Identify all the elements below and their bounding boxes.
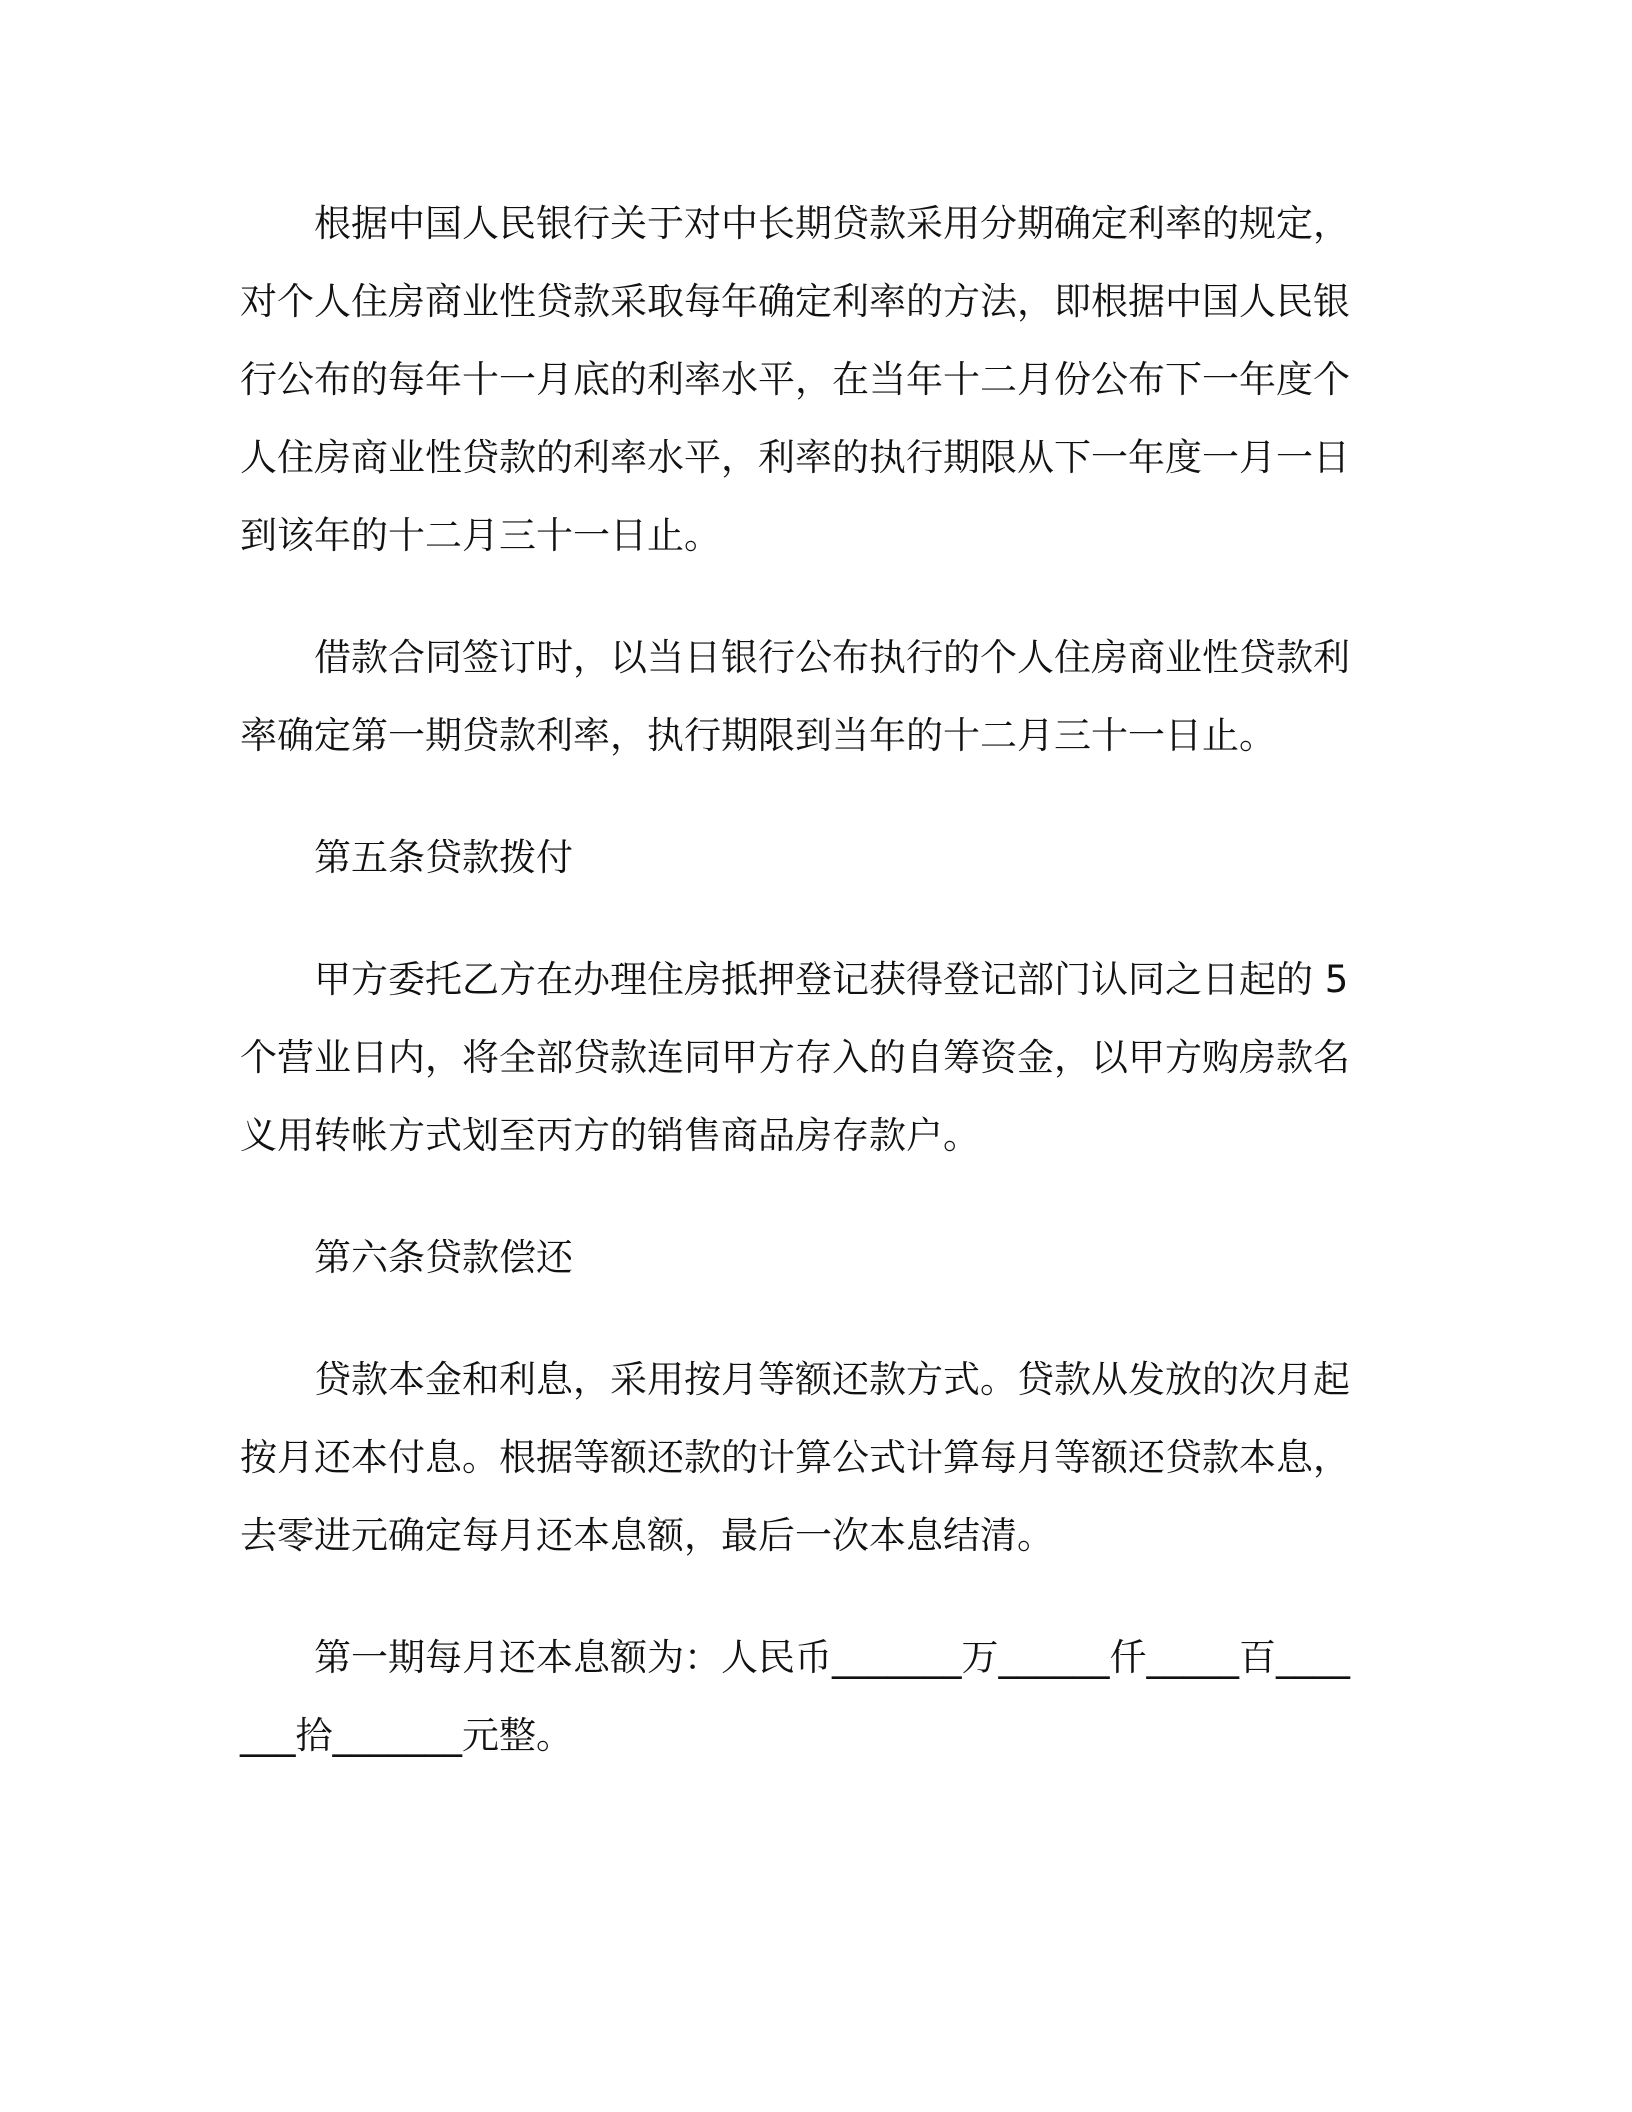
paragraph-first-installment-amount: 第一期每月还本息额为：人民币_______万______仟_____百_______拾_______元整。: [240, 1636, 1350, 1757]
section-heading-loan-disbursement: 第五条贷款拨付: [314, 836, 573, 879]
paragraph-contract-signing-rate: 借款合同签订时，以当日银行公布执行的个人住房商业性贷款利率确定第一期贷款利率，执行期限到当年的十二月三十一日止。: [240, 636, 1350, 757]
paragraph-loan-disbursement: 甲方委托乙方在办理住房抵押登记获得登记部门认同之日起的 5 个营业日内，将全部贷款连同甲方存入的自筹资金，以甲方购房款名义用转帐方式划至丙方的销售商品房存款户。: [240, 958, 1350, 1157]
paragraph-gap: [240, 1175, 1360, 1219]
paragraph-loan-repayment: 贷款本金和利息，采用按月等额还款方式。贷款从发放的次月起按月还本付息。根据等额还款的计算公式计算每月等额还贷款本息，去零进元确定每月还本息额，最后一次本息结清。: [240, 1358, 1350, 1557]
paragraph-gap: [240, 1575, 1360, 1619]
paragraph-interest-rate-rule: 根据中国人民银行关于对中长期贷款采用分期确定利率的规定，对个人住房商业性贷款采取每年确定利率的方法，即根据中国人民银行公布的每年十一月底的利率水平，在当年十二月份公布下一年度个人住房商业性贷款的利率水平，利率的执行期限从下一年度一月一日到该年的十二月三十一日止。: [240, 202, 1350, 557]
paragraph-gap: [240, 775, 1360, 819]
paragraph-gap: [240, 897, 1360, 941]
section-heading-loan-repayment: 第六条贷款偿还: [314, 1236, 573, 1279]
paragraph-gap: [240, 1297, 1360, 1341]
document-body: [240, 185, 1360, 1775]
paragraph-gap: [240, 575, 1360, 619]
